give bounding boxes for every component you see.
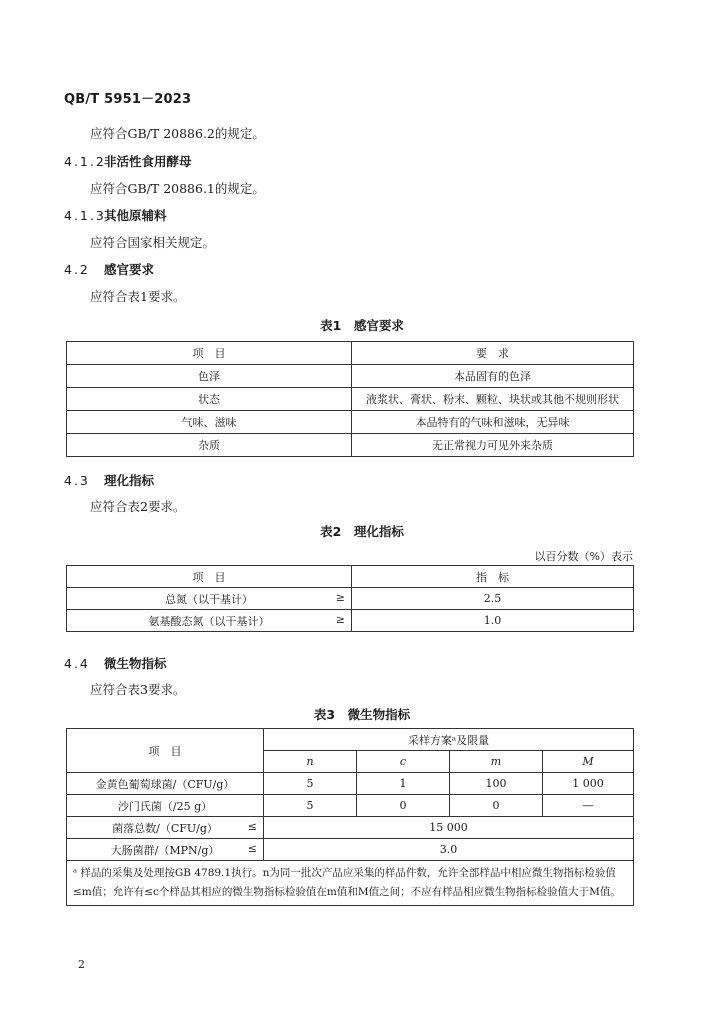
section-number: 4.2 — [64, 262, 90, 277]
table-cell: — — [543, 795, 634, 817]
document-code: QB/T 5951－2023 — [64, 92, 192, 107]
table2-unit-note: 以百分数（%）表示 — [534, 550, 633, 563]
table-row — [67, 839, 634, 861]
table-header-cell: n — [264, 751, 357, 773]
comparison-operator: ≤ — [247, 819, 257, 833]
table-cell: 金黄色葡萄球菌/（CFU/g） — [67, 773, 264, 795]
table-cell: 本品固有的色泽 — [352, 365, 634, 388]
table1-caption: 表1 感官要求 — [320, 318, 404, 333]
table-cell — [67, 839, 264, 861]
table-cell: 100 — [450, 773, 543, 795]
table-cell: 1 000 — [543, 773, 634, 795]
table-cell: 无正常视力可见外来杂质 — [352, 434, 634, 457]
comparison-operator: ≥ — [335, 590, 345, 604]
table-header-cell: 指 标 — [352, 566, 634, 588]
table-note-row — [67, 861, 634, 906]
table-header-cell: 项 目 — [67, 729, 264, 773]
table-header-cell: 要 求 — [352, 342, 634, 365]
section-title: 其他原辅料 — [103, 208, 167, 223]
table-header-cell: M — [543, 751, 634, 773]
table-cell: 15 000 — [264, 817, 634, 839]
section-title: 非活性食用酵母 — [103, 154, 192, 169]
section-number: 4.3 — [64, 473, 90, 488]
table-row — [67, 365, 634, 388]
table-cell: 状态 — [67, 388, 352, 411]
table-row — [67, 795, 634, 817]
section-heading-4-4 — [64, 654, 167, 672]
table-header-cell: 采样方案ᵃ及限量 — [264, 729, 634, 751]
paragraph: 应符合表2要求。 — [90, 499, 186, 514]
table-header-row — [67, 566, 634, 588]
table-header-cell: 项 目 — [67, 566, 352, 588]
table-cell: 5 — [264, 795, 357, 817]
table-row — [67, 434, 634, 457]
table3-caption: 表3 微生物指标 — [313, 707, 411, 722]
item-name: 大肠菌群/（MPN/g） — [110, 843, 220, 857]
section-number: 4.1.3 — [64, 208, 106, 223]
paragraph: 应符合GB/T 20886.1的规定。 — [90, 181, 265, 196]
comparison-operator: ≤ — [247, 841, 257, 855]
table-row — [67, 773, 634, 795]
table-row — [67, 388, 634, 411]
table-header-row — [67, 342, 634, 365]
section-title: 感官要求 — [103, 262, 154, 277]
table-cell: 1.0 — [352, 610, 634, 632]
section-heading-4-1-3 — [64, 206, 167, 224]
section-number: 4.1.2 — [64, 154, 106, 169]
table2-physicochemical — [66, 565, 634, 632]
item-name: 菌落总数/（CFU/g） — [112, 821, 218, 835]
section-title: 理化指标 — [103, 473, 154, 488]
paragraph: 应符合国家相关规定。 — [90, 235, 216, 250]
table-row — [67, 588, 634, 610]
table2-caption: 表2 理化指标 — [320, 524, 404, 539]
table-cell: 色泽 — [67, 365, 352, 388]
table-cell: 2.5 — [352, 588, 634, 610]
table-cell: 5 — [264, 773, 357, 795]
table-header-cell: m — [450, 751, 543, 773]
table-cell: 0 — [450, 795, 543, 817]
table-header-cell: c — [357, 751, 450, 773]
section-heading-4-2 — [64, 260, 154, 278]
table-cell — [67, 588, 352, 610]
table1-sensory — [66, 341, 634, 457]
paragraph: 应符合表1要求。 — [90, 289, 186, 304]
section-number: 4.4 — [64, 656, 90, 671]
page-number: 2 — [78, 958, 85, 971]
table-cell: 液浆状、膏状、粉末、颗粒、块状或其他不规则形状 — [352, 388, 634, 411]
table-row — [67, 610, 634, 632]
table-row — [67, 817, 634, 839]
table-cell — [67, 817, 264, 839]
table-header-row — [67, 729, 634, 751]
table-header-cell: 项 目 — [67, 342, 352, 365]
table3-microbial — [66, 728, 634, 906]
section-heading-4-1-2 — [64, 152, 192, 170]
section-heading-4-3 — [64, 471, 154, 489]
table-cell — [67, 610, 352, 632]
table-cell: 1 — [357, 773, 450, 795]
table-cell: 沙门氏菌（/25 g） — [67, 795, 264, 817]
table-cell: 杂质 — [67, 434, 352, 457]
table-cell: 本品特有的气味和滋味，无异味 — [352, 411, 634, 434]
table-cell: 3.0 — [264, 839, 634, 861]
table-cell: 气味、滋味 — [67, 411, 352, 434]
paragraph: 应符合表3要求。 — [90, 682, 186, 697]
comparison-operator: ≥ — [335, 612, 345, 626]
section-title: 微生物指标 — [103, 656, 167, 671]
item-name: 氨基酸态氮（以干基计） — [148, 614, 270, 628]
table-row — [67, 411, 634, 434]
paragraph: 应符合GB/T 20886.2的规定。 — [90, 126, 265, 141]
table-cell: 0 — [357, 795, 450, 817]
item-name: 总氮（以干基计） — [165, 592, 253, 606]
table-footnote: ᵃ 样品的采集及处理按GB 4789.1执行。n为同一批次产品应采集的样品件数，允许全部样品中相应微生物指标检验值≤m值；允许有≤c个样品其相应的微生物指标检验值在m值和M值之间；不应有样品相应微生物指标检验值大于M值。 — [67, 861, 634, 906]
